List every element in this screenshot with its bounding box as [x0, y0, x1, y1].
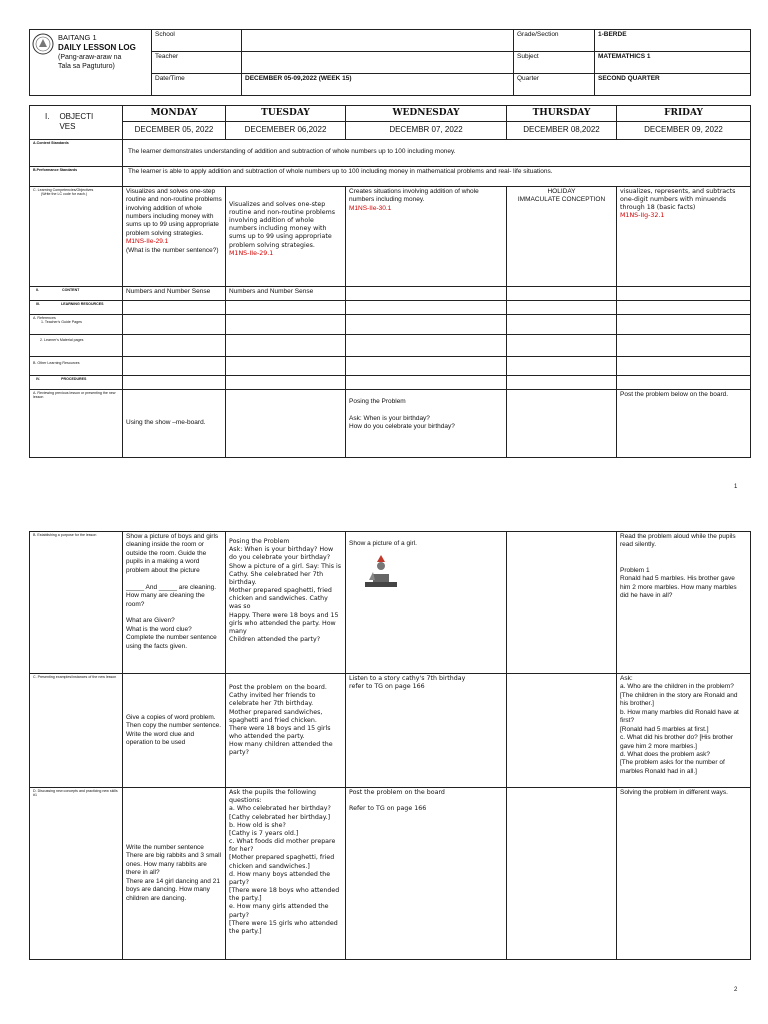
resources-friday: [617, 300, 751, 314]
lm-friday: [617, 334, 751, 356]
competency-tuesday-text: Visualizes and solves one-step routine and non-routine problems involving addition of whole numbers including money with sums up to 99 using appropriate problem solving strategies.: [229, 200, 336, 249]
tg-tuesday: [226, 314, 346, 334]
page-number-1: 1: [734, 484, 738, 490]
lm-monday: [123, 334, 226, 356]
competency-tuesday-code: M1NS-IIe-29.1: [229, 249, 274, 257]
lesson-table-page1: [29, 105, 751, 458]
review-friday: Post the problem below on the board.: [617, 389, 751, 457]
other-wednesday: [346, 356, 507, 375]
tg-thursday: [507, 314, 617, 334]
discussing-thursday: [507, 788, 617, 960]
quarter-label: Quarter: [514, 74, 595, 96]
review-tuesday: [226, 389, 346, 457]
resources-wednesday: [346, 300, 507, 314]
procedures-tuesday: [226, 375, 346, 389]
teacher-label: Teacher: [152, 52, 242, 74]
resources-label: [30, 300, 123, 314]
review-wednesday: Posing the Problem Ask: When is your birthday? How do you celebrate your birthday?: [346, 389, 507, 457]
content-monday: Numbers and Number Sense: [123, 286, 226, 300]
date-wednesday: DECEMBR 07, 2022: [346, 121, 507, 139]
teacher-value: [242, 52, 514, 74]
purpose-wednesday: [346, 532, 507, 674]
other-resources-label: B. Other Learning Resources: [30, 356, 123, 375]
learners-material-label: 2. Learner's Material pages: [30, 334, 123, 356]
purpose-label: B. Establishing a purpose for the lesson: [30, 532, 123, 674]
competency-wednesday: [346, 186, 507, 286]
day-header-thursday: THURSDAY: [507, 106, 617, 122]
other-friday: [617, 356, 751, 375]
grade-value: 1-BERDE: [595, 30, 751, 52]
date-friday: DECEMBER 09, 2022: [617, 121, 751, 139]
competency-monday-code: M1NS-IIe-29.1: [126, 238, 169, 246]
content-label-text: CONTENT: [62, 287, 80, 292]
resources-monday: [123, 300, 226, 314]
discussing-label: D. Discussing new concepts and practicing new skills #1: [30, 788, 123, 960]
birthday-girl-illustration: [363, 554, 399, 590]
purpose-friday: Read the problem aloud while the pupils read silently. Problem 1 Ronald had 5 marbles. His brother gave him 2 more marbles. How many marbles did he have in all?: [617, 532, 751, 674]
examples-label: C. Presenting examples/instances of the new lesson: [30, 674, 123, 788]
competency-wednesday-text: Creates situations involving addition of whole numbers including money.: [349, 187, 479, 204]
procedures-friday: [617, 375, 751, 389]
content-standards-text: The learner demonstrates understanding of addition and subtraction of whole numbers up to 100 including money.: [123, 139, 751, 166]
references-label: [30, 314, 123, 334]
procedures-thursday: [507, 375, 617, 389]
lm-tuesday: [226, 334, 346, 356]
competency-friday: [617, 186, 751, 286]
date-monday: DECEMBER 05, 2022: [123, 121, 226, 139]
examples-monday: Give a copies of word problem. Then copy the number sentence. Write the word clue and operation to be used: [123, 674, 226, 788]
content-tuesday: Numbers and Number Sense: [226, 286, 346, 300]
date-tuesday: DECEMEBER 06,2022: [226, 121, 346, 139]
performance-standards-text: The learner is able to apply addition and subtraction of whole numbers up to 100 including money in mathematical problems and real- life situations.: [123, 166, 751, 186]
performance-standards-label: B.Performance Standards: [30, 166, 123, 186]
datetime-value: DECEMBER 05-09,2022 (WEEK 15): [242, 74, 514, 96]
school-value: [242, 30, 514, 52]
competency-friday-code: M1NS-IIg-32.1: [620, 212, 665, 220]
discussing-wednesday: Post the problem on the board Refer to TG on page 166: [346, 788, 507, 960]
purpose-thursday: [507, 532, 617, 674]
deped-seal-icon: [32, 33, 54, 55]
objectives-heading: [30, 106, 123, 140]
grade-label: Grade/Section: [514, 30, 595, 52]
resources-label-num: III.: [36, 301, 40, 306]
competencies-subtitle: (Write the LC code for each.): [41, 192, 88, 196]
resources-tuesday: [226, 300, 346, 314]
page-number-2: 2: [734, 987, 738, 993]
review-thursday: [507, 389, 617, 457]
document-subtitle: (Pang-araw-araw na Tala sa Pagtuturo): [58, 54, 122, 71]
tg-friday: [617, 314, 751, 334]
references-title: A. References: [33, 315, 56, 320]
teachers-guide-label: 1. Teacher's Guide Pages: [41, 320, 82, 324]
subject-label: Subject: [514, 52, 595, 74]
purpose-monday: Show a picture of boys and girls cleaning inside the room or outside the room. Guide the pupils in a making a word problem about the picture _____ And _____ are cleaning. How many are cleaning the room? What are Given? What is the word clue? Complete the number sentence using the facts given.: [123, 532, 226, 674]
procedures-monday: [123, 375, 226, 389]
competency-friday-text: visualizes, represents, and subtracts one-digit numbers with minuends through 18 (basic facts): [620, 187, 736, 212]
content-standards-label: A.Content Standards: [30, 139, 123, 166]
examples-friday: Ask: a. Who are the children in the problem? [The children in the story are Ronald and his brother.] b. How many marbles did Ronald have at first? [Ronald had 5 marbles at first.] c. What did his brother do? [His brother gave him 2 more marbles.] d. What does the problem ask? [The problem asks for the number of marbles Ronald had in all.]: [617, 674, 751, 788]
subject-value: MATEMATHICS 1: [595, 52, 751, 74]
resources-thursday: [507, 300, 617, 314]
competency-wednesday-code: M1NS-IIe-30.1: [349, 204, 392, 212]
content-friday: [617, 286, 751, 300]
lm-thursday: [507, 334, 617, 356]
content-thursday: [507, 286, 617, 300]
quarter-value: SECOND QUARTER: [595, 74, 751, 96]
resources-label-text: LEARNING RESOURCES: [61, 301, 104, 306]
purpose-wednesday-text: Show a picture of a girl.: [349, 540, 417, 547]
school-label: School: [152, 30, 242, 52]
datetime-label: Date/Time: [152, 74, 242, 96]
holiday-name: IMMACULATE CONCEPTION: [517, 196, 606, 204]
competencies-label: [30, 186, 123, 286]
objectives-num: I.: [45, 111, 50, 121]
competency-monday-text: Visualizes and solves one-step routine and non-routine problems involving addition of whole numbers including money with sums up to 99 using appropriate problem solving strategies.: [126, 187, 222, 237]
lesson-table-page2: [29, 531, 751, 960]
day-header-friday: FRIDAY: [617, 106, 751, 122]
competencies-title: C. Learning Competencies/Objectives: [33, 187, 94, 192]
review-monday: Using the show –me-board.: [123, 389, 226, 457]
day-header-tuesday: TUESDAY: [226, 106, 346, 122]
procedures-wednesday: [346, 375, 507, 389]
examples-wednesday: Listen to a story cathy's 7th birthday refer to TG on page 166: [346, 674, 507, 788]
lm-wednesday: [346, 334, 507, 356]
other-tuesday: [226, 356, 346, 375]
procedures-label: [30, 375, 123, 389]
content-label-num: II.: [36, 287, 39, 292]
date-thursday: DECEMBER 08,2022: [507, 121, 617, 139]
other-thursday: [507, 356, 617, 375]
competency-thursday: [507, 186, 617, 286]
grade-level-text: BAITANG 1: [58, 33, 97, 42]
competency-tuesday: [226, 186, 346, 286]
holiday-label: HOLIDAY: [547, 187, 576, 195]
other-monday: [123, 356, 226, 375]
examples-tuesday: Post the problem on the board. Cathy invited her friends to celebrate her 7th birthday. Mother prepared sandwiches, spaghetti and fried chicken. There were 18 boys and 15 girls who attended the party. How many children attended the party?: [226, 674, 346, 788]
discussing-tuesday: Ask the pupils the following questions: a. Who celebrated her birthday? [Cathy celebrated her birthday.] b. How old is she? [Cathy is 7 years old.] c. What foods did mother prepare for her? [Mother prepared spaghetti, fried chicken and sandwiches.] d. How many boys attended the party? [There were 18 boys who attended the party.] e. How many girls attended the party? [There were 15 girls who attended the party.]: [226, 788, 346, 960]
review-label: A. Reviewing previous lesson or presenting the new lesson: [30, 389, 123, 457]
content-wednesday: [346, 286, 507, 300]
document-title: DAILY LESSON LOG: [58, 42, 136, 52]
procedures-label-num: IV.: [36, 376, 41, 381]
discussing-friday: Solving the problem in different ways.: [617, 788, 751, 960]
competency-monday-extra: (What is the number sentence?): [126, 246, 219, 254]
tg-wednesday: [346, 314, 507, 334]
day-header-wednesday: WEDNESDAY: [346, 106, 507, 122]
examples-thursday: [507, 674, 617, 788]
deped-header-cell: [30, 30, 152, 96]
discussing-monday: Write the number sentence There are big rabbits and 3 small ones. How many rabbits are there in all? There are 14 girl dancing and 21 boys are dancing. How many children are dancing.: [123, 788, 226, 960]
objectives-title: OBJECTIVES: [59, 111, 94, 132]
competency-monday: [123, 186, 226, 286]
header-table: [29, 29, 751, 96]
day-header-monday: MONDAY: [123, 106, 226, 122]
purpose-tuesday: Posing the Problem Ask: When is your birthday? How do you celebrate your birthday? Show a picture of a girl. Say: This is Cathy. She celebrated her 7th birthday. Mother prepared spaghetti, fried chicken and sandwiches. Cathy was so Happy. There were 18 boys and 15 girls who attended the party. How many Children attended the party?: [226, 532, 346, 674]
content-label: [30, 286, 123, 300]
tg-monday: [123, 314, 226, 334]
procedures-label-text: PROCEDURES: [61, 376, 87, 381]
